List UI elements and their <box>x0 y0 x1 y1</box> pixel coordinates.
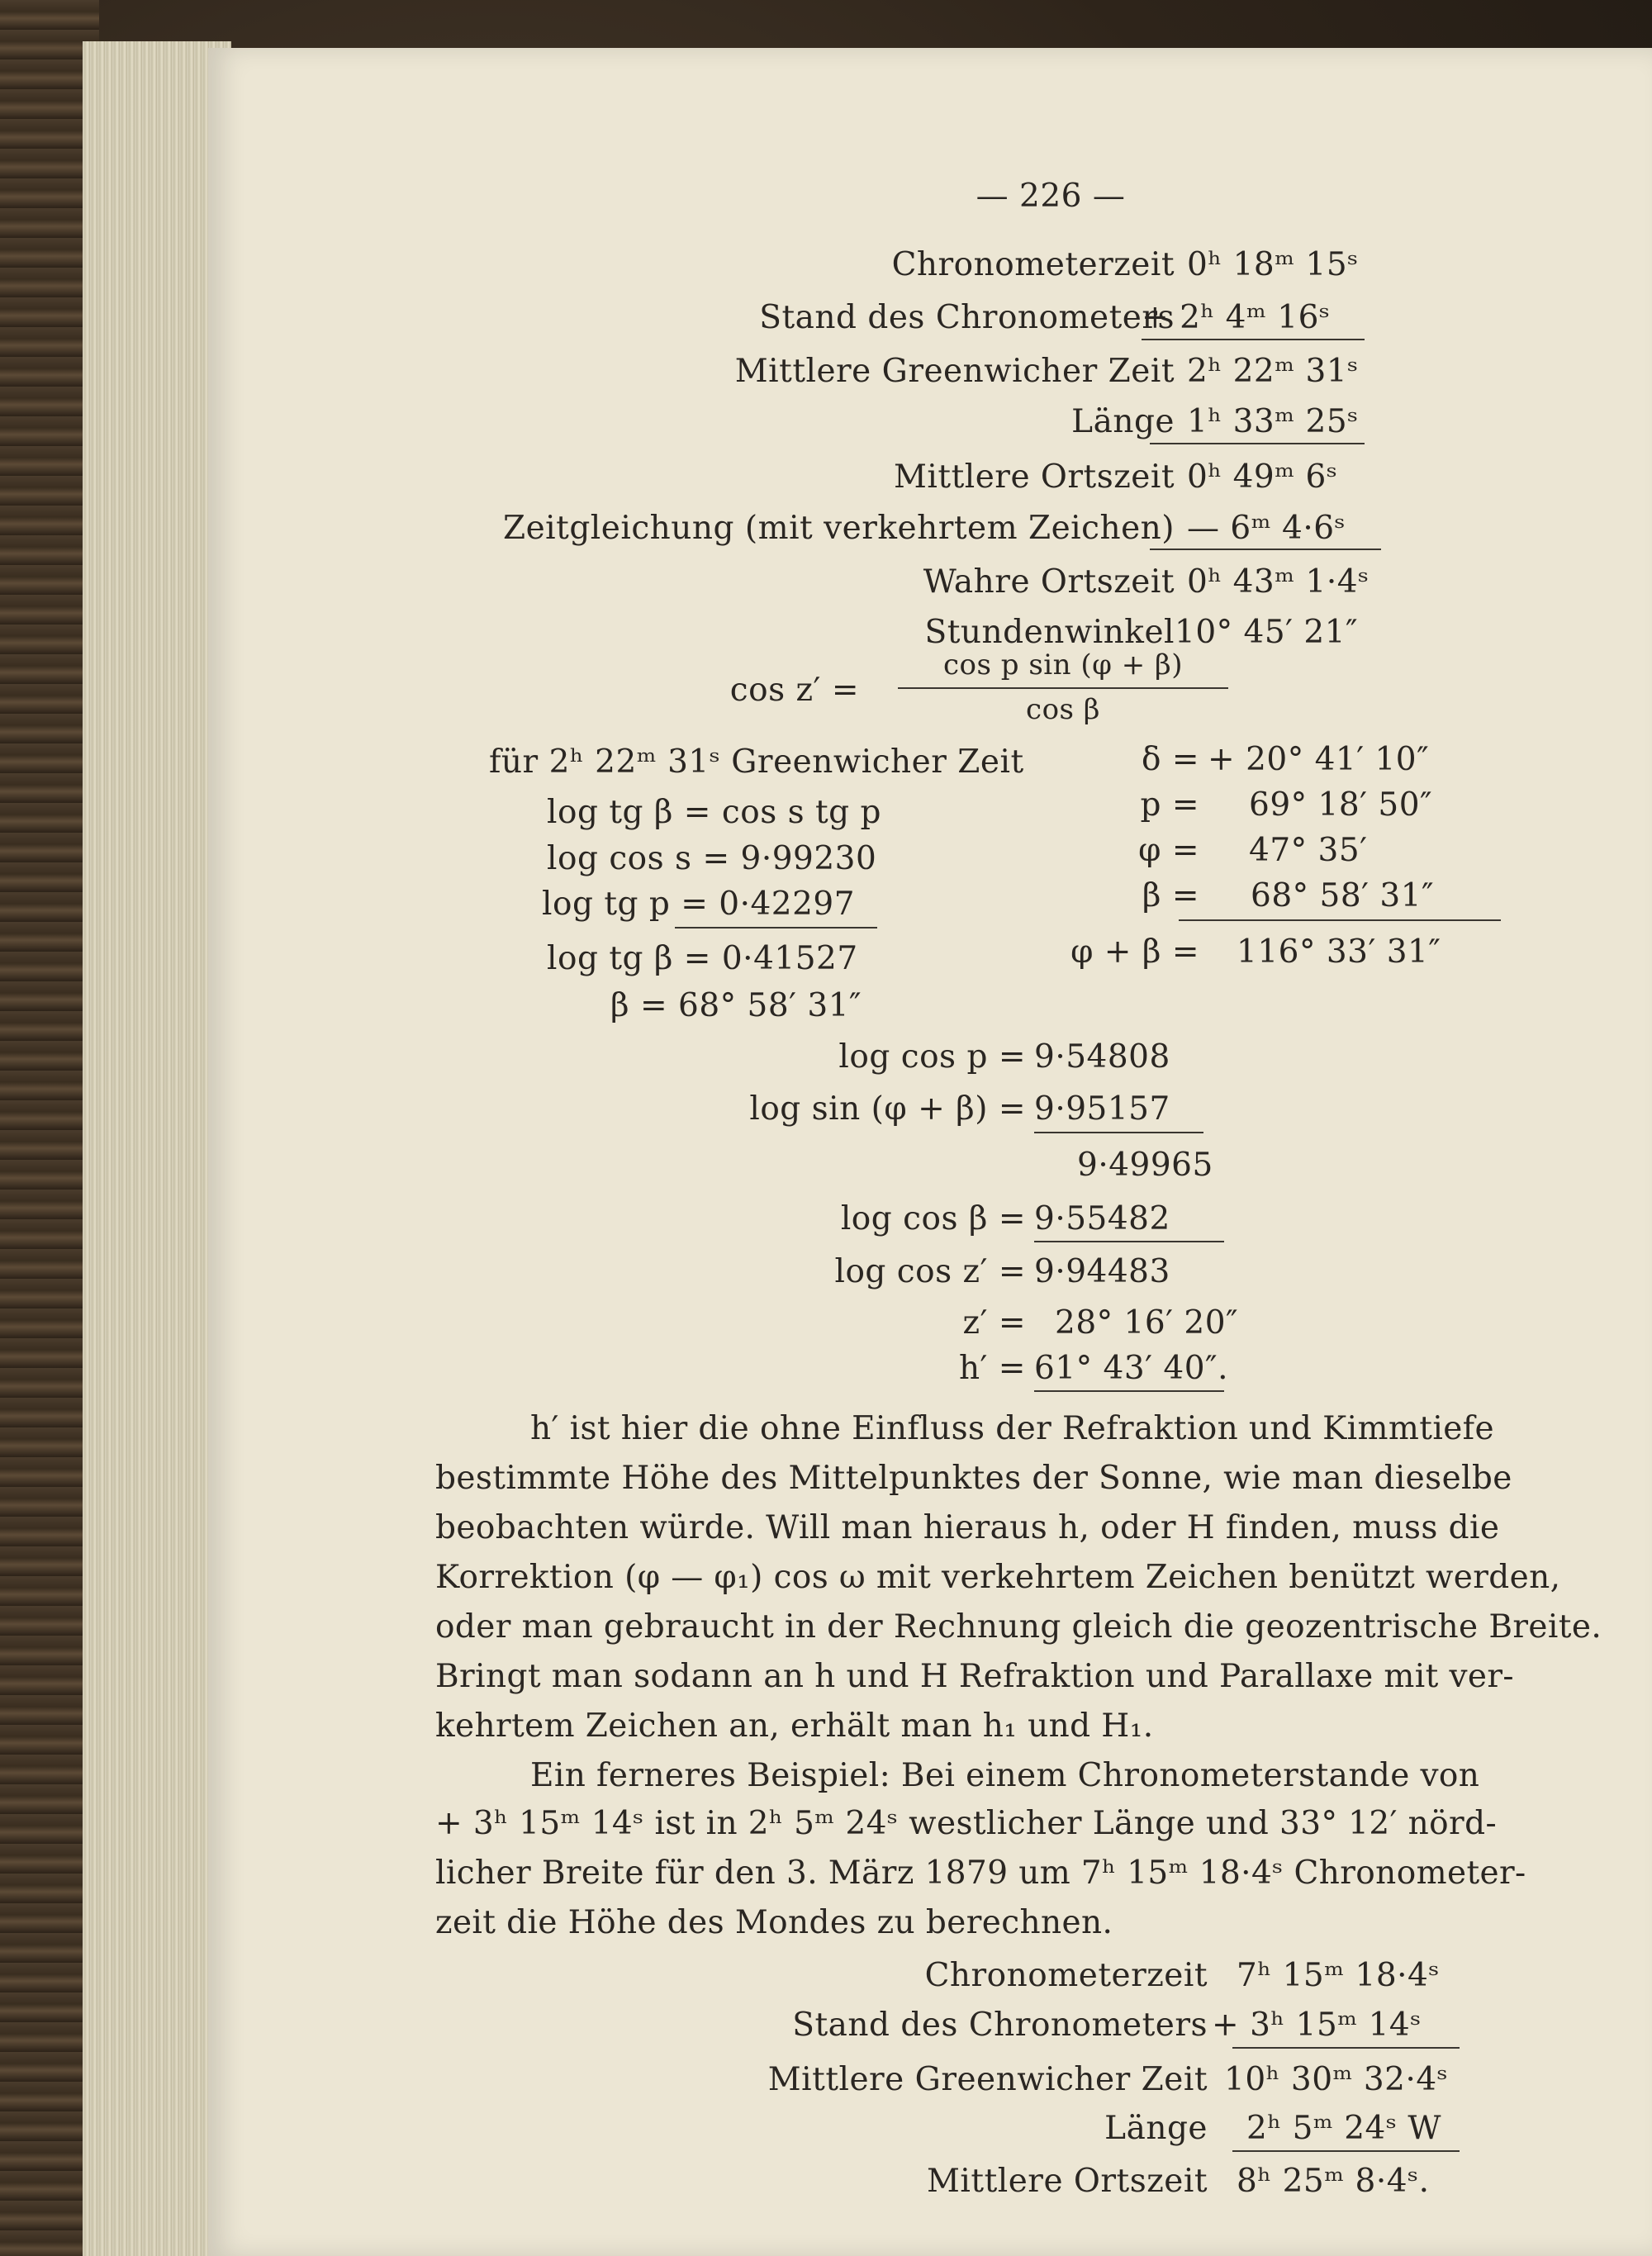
calc2-left-line: β = 68° 58′ 31″ <box>610 987 862 1024</box>
calc2-left-line: log tg β = cos s tg p <box>547 794 882 831</box>
calc2-right-label: φ = <box>1138 832 1199 869</box>
formula-denominator: cos β <box>1026 693 1100 726</box>
sum-rule <box>1150 549 1381 550</box>
text-line: licher Breite für den 3. März 1879 um 7ʰ 15ᵐ 18·4ˢ Chronometer- <box>435 1855 1526 1892</box>
calc3-label: log cos p = <box>838 1038 1026 1076</box>
calc2-right-value: 68° 58′ 31″ <box>1251 877 1435 914</box>
calc1-value: 0ʰ 49ᵐ 6ˢ <box>1187 458 1338 496</box>
calc4-label: Mittlere Greenwicher Zeit <box>767 2061 1208 2098</box>
calc1-value: 2ʰ 22ᵐ 31ˢ <box>1187 353 1359 390</box>
calc4-label: Stand des Chronometers <box>792 2007 1208 2044</box>
calc1-value: 0ʰ 18ᵐ 15ˢ <box>1187 246 1359 283</box>
calc1-label: Stundenwinkel <box>924 614 1175 651</box>
calc4-label: Chronometerzeit <box>924 1957 1208 1994</box>
calc2-right-value: + 20° 41′ 10″ <box>1208 741 1430 778</box>
calc3-value: 9·95157 <box>1034 1090 1170 1128</box>
calc1-value: 10° 45′ 21″ <box>1175 614 1359 651</box>
calc4-label: Länge <box>1104 2110 1208 2147</box>
sum-rule <box>675 927 877 929</box>
calc1-value: — 6ᵐ 4·6ˢ <box>1187 510 1346 547</box>
text-line: h′ ist hier die ohne Einfluss der Refraktion und Kimmtiefe <box>530 1410 1494 1447</box>
calc2-right-label: φ + β = <box>1070 933 1199 971</box>
calc3-value: 28° 16′ 20″ <box>1055 1304 1239 1342</box>
text-line: + 3ʰ 15ᵐ 14ˢ ist in 2ʰ 5ᵐ 24ˢ westlicher Länge und 33° 12′ nörd- <box>435 1805 1498 1842</box>
calc2-heading: für 2ʰ 22ᵐ 31ˢ Greenwicher Zeit <box>489 743 1024 781</box>
calc1-label: Zeitgleichung (mit verkehrtem Zeichen) <box>503 510 1175 547</box>
formula-numerator: cos p sin (φ + β) <box>943 648 1183 682</box>
sum-rule <box>1034 1241 1224 1242</box>
calc4-value: 7ʰ 15ᵐ 18·4ˢ <box>1237 1957 1440 1994</box>
calc2-right-label: δ = <box>1141 741 1199 778</box>
calc1-value: 1ʰ 33ᵐ 25ˢ <box>1187 403 1359 440</box>
calc2-left-line: log tg p = 0·42297 <box>542 886 856 923</box>
calc2-right-value: 69° 18′ 50″ <box>1249 786 1433 824</box>
calc3-value: 9·54808 <box>1034 1038 1170 1076</box>
sum-rule <box>1034 1390 1224 1392</box>
calc4-value: 2ʰ 5ᵐ 24ˢ W <box>1246 2110 1441 2147</box>
text-line: zeit die Höhe des Mondes zu berechnen. <box>435 1904 1113 1941</box>
sum-rule <box>1142 339 1365 340</box>
calc1-label: Chronometerzeit <box>891 246 1175 283</box>
calc3-value: 9·94483 <box>1034 1253 1170 1290</box>
calc3-value: 9·49965 <box>1077 1147 1213 1184</box>
text-line: kehrtem Zeichen an, erhält man h₁ und H₁. <box>435 1707 1154 1745</box>
calc2-left-line: log cos s = 9·99230 <box>547 840 877 877</box>
calc2-right-label: β = <box>1142 877 1199 914</box>
calc2-right-label: p = <box>1140 786 1199 824</box>
calc2-right-value: 47° 35′ <box>1249 832 1368 869</box>
calc1-label: Wahre Ortszeit <box>923 563 1175 601</box>
sum-rule <box>1150 443 1365 444</box>
sum-rule <box>1034 1132 1203 1133</box>
calc1-label: Mittlere Ortszeit <box>894 458 1175 496</box>
sum-rule <box>1179 919 1501 921</box>
calc1-label: Stand des Chronometers <box>759 299 1175 336</box>
calc1-label: Mittlere Greenwicher Zeit <box>734 353 1175 390</box>
calc2-left-line: log tg β = 0·41527 <box>547 940 858 977</box>
text-line: Ein ferneres Beispiel: Bei einem Chronometerstande von <box>530 1757 1480 1794</box>
text-line: bestimmte Höhe des Mittelpunktes der Sonne, wie man dieselbe <box>435 1460 1512 1497</box>
page-number: — 226 — <box>976 178 1126 215</box>
calc3-label: z′ = <box>962 1304 1026 1342</box>
book-page <box>208 48 1652 2256</box>
text-line: beobachten würde. Will man hieraus h, oder H finden, muss die <box>435 1509 1500 1546</box>
formula-lhs: cos z′ = <box>729 672 859 709</box>
calc3-label: log sin (φ + β) = <box>749 1090 1026 1128</box>
calc1-label: Länge <box>1071 403 1175 440</box>
calc3-label: log cos z′ = <box>834 1253 1026 1290</box>
calc3-label: h′ = <box>958 1350 1026 1387</box>
calc4-value: 8ʰ 25ᵐ 8·4ˢ. <box>1237 2163 1430 2200</box>
calc3-label: log cos β = <box>840 1200 1026 1237</box>
sum-rule <box>1232 2047 1460 2049</box>
calc4-label: Mittlere Ortszeit <box>927 2163 1208 2200</box>
calc1-value: + 2ʰ 4ᵐ 16ˢ <box>1142 299 1331 336</box>
calc4-value: 10ʰ 30ᵐ 32·4ˢ <box>1224 2061 1449 2098</box>
calc3-value: 61° 43′ 40″. <box>1034 1350 1228 1387</box>
calc1-value: 0ʰ 43ᵐ 1·4ˢ <box>1187 563 1370 601</box>
calc4-value: + 3ʰ 15ᵐ 14ˢ <box>1212 2007 1422 2044</box>
fraction-bar <box>898 687 1228 689</box>
text-line: oder man gebraucht in der Rechnung gleich die geozentrische Breite. <box>435 1608 1602 1646</box>
sum-rule <box>1232 2150 1460 2152</box>
calc3-value: 9·55482 <box>1034 1200 1170 1237</box>
calc2-right-value: 116° 33′ 31″ <box>1237 933 1441 971</box>
text-line: Bringt man sodann an h und H Refraktion und Parallaxe mit ver- <box>435 1658 1515 1695</box>
text-line: Korrektion (φ — φ₁) cos ω mit verkehrtem Zeichen benützt werden, <box>435 1559 1561 1596</box>
